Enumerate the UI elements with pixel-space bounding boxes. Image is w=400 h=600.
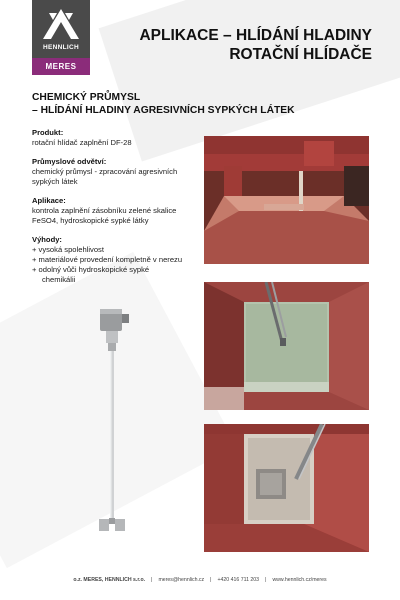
application-photo-hopper [204,136,369,264]
page-title-line-1: APLIKACE – HLÍDÁNÍ HLADINY [139,27,372,44]
application-label: Aplikace: [32,196,66,205]
section-heading [32,91,295,117]
industry-value-line-2: sypkých látek [32,177,78,186]
industry-label: Průmyslové odvětví: [32,157,107,166]
hennlich-logo [32,0,90,75]
advantages-label: Výhody: [32,235,62,244]
logo-wordmark: HENNLICH [43,44,79,51]
footer-separator: | [210,577,212,583]
application-photo-powder [204,282,369,410]
advantage-item: + odolný vůči hydroskopické sypké [32,265,150,274]
footer-company: o.z. MERES, HENNLICH s.r.o. [73,577,146,583]
section-heading-line-1: CHEMICKÝ PRŮMYSL [32,92,141,103]
footer-website[interactable]: www.hennlich.cz/meres [272,577,327,583]
application-value-line-2: FeSO4, hydroskopické sypké látky [32,216,149,225]
photo-probe-scene [204,424,369,552]
level-switch-product-image [94,305,144,550]
application-value-line-1: kontrola zaplnění zásobníku zelené skalice [32,206,177,215]
product-label: Produkt: [32,128,64,137]
application-photo-probe [204,424,369,552]
photo-hopper-scene [204,136,369,264]
section-heading-line-2: – HLÍDÁNÍ HLADINY AGRESIVNÍCH SYPKÝCH LÁTEK [32,105,295,116]
footer-separator: | [265,577,267,583]
industry-value-line-1: chemický průmysl - zpracování agresivních [32,167,178,176]
page-title-line-2: ROTAČNÍ HLÍDAČE [229,46,372,63]
photo-powder-scene [204,282,369,410]
advantage-item: + vysoká spolehlivost [32,245,104,254]
advantage-item-continuation: chemikálii [42,275,76,284]
level-switch-drawing [94,305,144,550]
footer-phone: +420 416 711 203 [217,577,260,583]
product-value-text: rotační hlídač zaplnění DF-28 [32,138,132,147]
application-value [32,206,200,226]
contact-footer [0,577,400,583]
footer-separator: | [151,577,153,583]
hennlich-logo-icon [41,7,81,41]
info-column [32,128,200,285]
advantage-item: + materiálové provedení kompletně v nerezu [32,255,183,264]
footer-email[interactable]: meres@hennlich.cz [158,577,205,583]
page-title [139,26,372,64]
logo-band: MERES [32,58,90,75]
industry-value [32,167,200,187]
product-value [32,138,200,148]
advantages-list [32,245,200,285]
